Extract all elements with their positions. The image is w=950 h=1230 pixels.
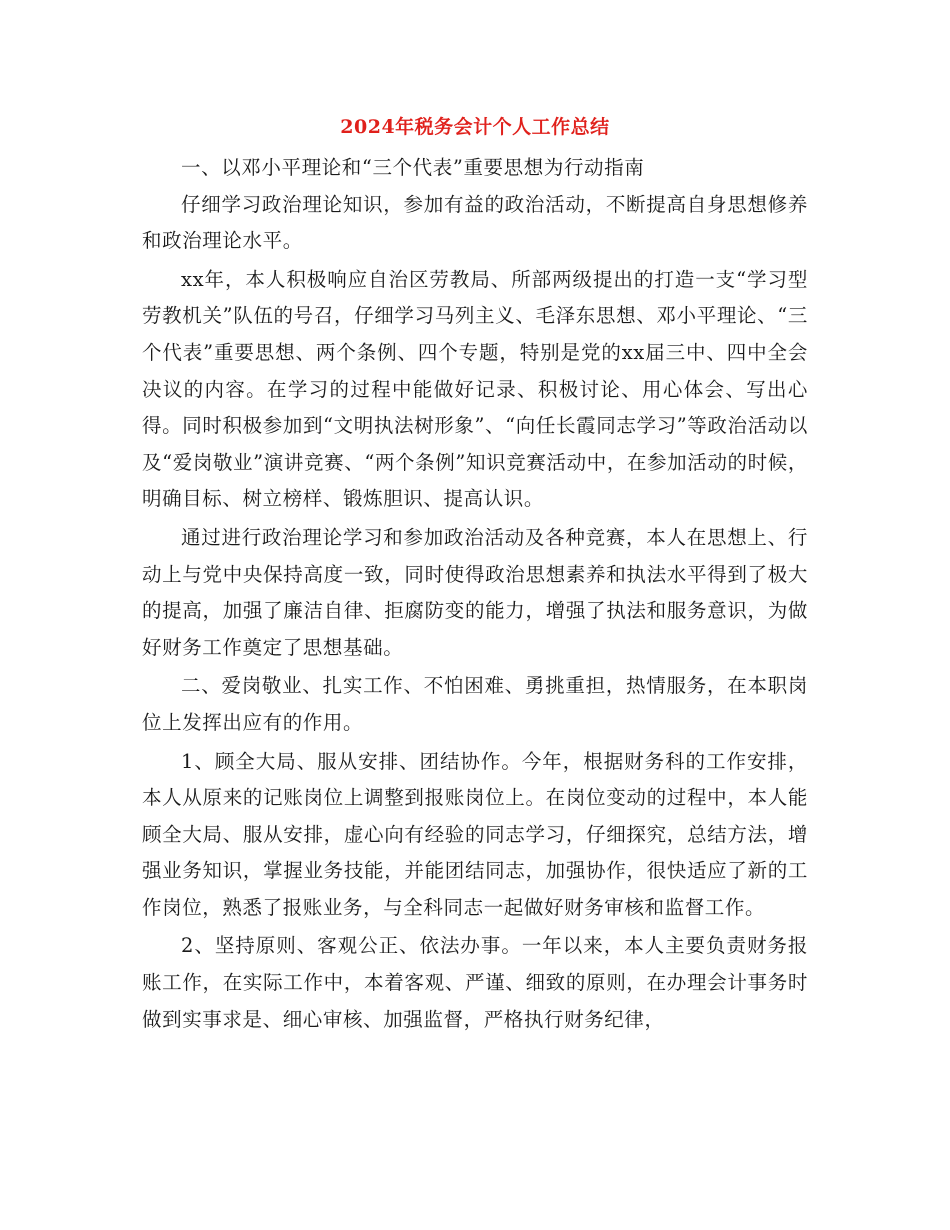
paragraph: 2、坚持原则、客观公正、依法办事。一年以来，本人主要负责财务报账工作，在实际工作中，本着客观、严谨、细致的原则，在办理会计事务时做到实事求是、细心审核、加强监督，严格执行财务纪律，	[142, 934, 808, 1031]
paragraph: 通过进行政治理论学习和参加政治活动及各种竞赛，本人在思想上、行动上与党中央保持高度一致，同时使得政治思想素养和执法水平得到了极大的提高，加强了廉洁自律、拒腐防变的能力，增强了执法和服务意识，为做好财务工作奠定了思想基础。	[142, 525, 808, 659]
section-heading-1: 一、以邓小平理论和“三个代表”重要思想为行动指南	[181, 156, 645, 179]
section-heading-2: 二、爱岗敬业、扎实工作、不怕困难、勇挑重担，热情服务，在本职岗位上发挥出应有的作用。	[142, 674, 808, 734]
document-page	[142, 112, 808, 1038]
paragraph: 仔细学习政治理论知识，参加有益的政治活动，不断提高自身思想修养和政治理论水平。	[142, 192, 808, 253]
document-title: 2024年税务会计个人工作总结	[340, 116, 610, 138]
paragraph: 1、顾全大局、服从安排、团结协作。今年，根据财务科的工作安排，本人从原来的记账岗位上调整到报账岗位上。在岗位变动的过程中，本人能顾全大局、服从安排，虚心向有经验的同志学习，仔细探究，总结方法，增强业务知识，掌握业务技能，并能团结同志，加强协作，很快适应了新的工作岗位，熟悉了报账业务，与全科同志一起做好财务审核和监督工作。	[142, 749, 808, 919]
paragraph: xx年，本人积极响应自治区劳教局、所部两级提出的打造一支“学习型劳教机关”队伍的号召，仔细学习马列主义、毛泽东思想、邓小平理论、“三个代表”重要思想、两个条例、四个专题，特别是党的xx届三中、四中全会决议的内容。在学习的过程中能做好记录、积极讨论、用心体会、写出心得。同时积极参加到“文明执法树形象”、“向任长霞同志学习”等政治活动以及“爱岗敬业”演讲竞赛、“两个条例”知识竞赛活动中，在参加活动的时候，明确目标、树立榜样、锻炼胆识、提高认识。	[142, 267, 808, 511]
